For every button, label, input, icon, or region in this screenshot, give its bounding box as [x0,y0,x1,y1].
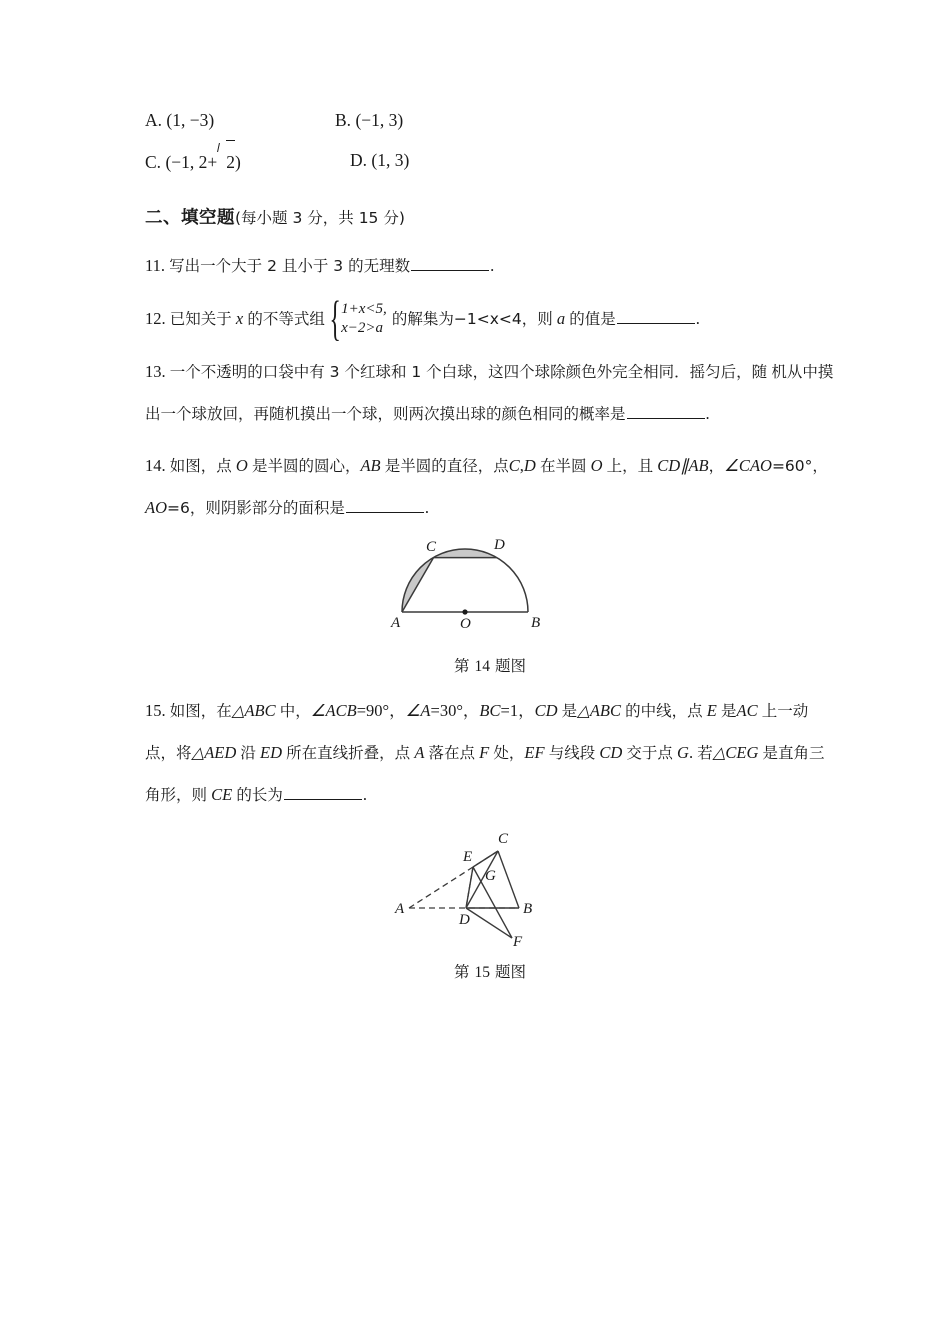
figure-15-label-b: B [523,901,533,917]
center-point-o [462,609,467,614]
question-12-period: . [695,309,700,328]
choice-a-label: A. [145,110,163,130]
choice-option-d[interactable] [350,140,409,180]
question-15-number: 15. [145,701,166,720]
question-15-l2p6: 与线段 [548,744,596,762]
figure-14-label-c: C [426,539,437,555]
question-15-l2p7: 交于点 [626,744,673,762]
figure-14-caption-pre: 第 [454,657,470,675]
page-content [145,100,835,982]
question-14-l1p7: ， [708,457,725,475]
figure-14-caption [145,654,835,676]
figure-14-caption-post: 题图 [494,657,526,675]
chord-ac [402,558,434,612]
question-12-number: 12. [145,309,166,328]
section-number: 二、 [145,208,181,228]
question-11 [145,249,835,283]
left-brace-icon: { [329,292,341,347]
question-12-variable-2: a [556,309,566,328]
question-14-period: . [424,498,429,517]
choice-c-suffix: ) [235,152,241,172]
question-15-l3p1: 若 [697,744,713,762]
figure-15 [145,826,835,982]
question-15-point-e: E [706,701,717,720]
question-15-segment-bc: BC [479,701,501,720]
figure-14 [145,537,835,676]
choice-d-label: D. [350,150,368,170]
figure-15-caption-post: 题图 [494,963,526,981]
question-15-l2p1: 上一动点，将 [145,702,809,762]
figure-15-label-a: A [395,901,405,917]
question-14-circle-o: O [590,456,603,475]
question-14-cd-parallel-ab: CD∥AB [657,456,709,475]
question-14-l2p1: =60°， [771,457,828,475]
question-14-point-d: D [523,456,536,475]
question-15-triangle-aed: △AED [191,743,237,762]
question-15-l2p8: . [688,743,694,762]
question-15-l3p2: 是直角三角形，则 [145,744,825,804]
question-11-period: . [490,256,495,275]
question-14-segment-ab: AB [360,456,381,475]
question-12-variable: x [235,309,244,328]
question-12-inequality-1: 1+x<5, [341,301,387,318]
question-12 [145,292,835,347]
choice-row-ab [145,100,835,140]
question-15-l1p2: 中， [279,702,311,720]
figure-15-label-g: G [485,868,496,884]
question-15-l1p3: =90°， [356,701,406,720]
section-scoring: (每小题 3 分，共 15 分) [235,209,405,227]
question-11-answer-blank[interactable] [411,256,489,271]
question-14-angle-cao: ∠CAO [724,456,772,475]
question-15-segment-ed: ED [260,743,283,762]
choice-row-cd [145,140,835,180]
question-15-point-g: G [677,743,689,762]
question-15-l2p2: 沿 [240,744,256,762]
choice-a-value: (1, −3) [166,110,215,130]
question-14-segment-ao: AO [145,498,167,517]
question-15-median-cd: CD [534,701,558,720]
question-15-angle-acb: ∠ACB [310,701,357,720]
folded-triangle-diagram [395,826,585,950]
question-12-mid2: 的值是 [569,310,616,328]
question-15-segment-cd: CD [599,743,623,762]
question-15-segment-ce: CE [211,785,233,804]
figure-14-label-b: B [531,615,541,631]
question-14-l2p2: =6，则阴影部分的面积是 [167,499,345,517]
question-15-point-a: A [414,743,425,762]
question-14-point-o: O [235,456,248,475]
question-12-lead2: 的不等式组 [247,310,325,328]
question-15-triangle-abc-2: △ABC [577,701,621,720]
figure-15-label-c: C [498,831,509,847]
choice-d-value: (1, 3) [371,150,410,170]
inequality-system [326,292,387,347]
figure-15-label-f: F [513,934,523,950]
question-15-segment-ef: EF [524,743,545,762]
question-15-l3p3: 的长为 [236,786,283,804]
figure-14-label-d: D [494,537,505,553]
square-root-icon [217,140,235,182]
question-15-l1p1: 如图，在 [169,702,232,720]
question-11-number: 11. [145,256,166,275]
question-14-l1p3: 是半圆的直径，点 [384,457,509,475]
question-14-l1p1: 如图，点 [169,457,232,475]
question-14-l1p2: 是半圆的圆心， [251,457,361,475]
semicircle-diagram [390,537,590,632]
question-12-answer-blank[interactable] [617,309,695,324]
segment-cb [498,851,519,908]
question-13-line-2: 机从中摸出一个球放回，再随机摸出一个球，则两次摸出球的颜色相同的概率是 [145,363,834,423]
question-13 [145,351,835,435]
figure-14-caption-number: 14 [474,658,490,675]
question-15-l2p3: 所在直线折叠，点 [286,744,411,762]
question-13-number: 13. [145,362,166,381]
section-heading [145,202,835,233]
question-15-l2p5: 处， [493,744,525,762]
choice-b-label: B. [335,110,352,130]
question-15-l1p4: =30°， [430,701,480,720]
figure-15-caption [145,960,835,982]
figure-14-label-o: O [460,616,471,632]
question-14 [145,445,835,529]
choice-b-value: (−1, 3) [355,110,404,130]
question-11-text: 写出一个大于 2 且小于 3 的无理数 [169,257,411,275]
question-15-point-f: F [479,743,490,762]
choice-option-c[interactable] [145,140,241,182]
figure-15-caption-number: 15 [474,964,490,981]
figure-15-label-d: D [459,912,470,928]
question-15 [145,690,835,816]
question-14-l1p4: , [519,456,524,475]
question-15-l1p5: =1， [500,701,535,720]
choice-c-radicand: 2 [226,140,235,182]
question-15-segment-ac: AC [736,701,758,720]
choice-c-prefix: (−1, 2+ [165,152,218,172]
question-15-angle-a: ∠A [405,701,431,720]
question-15-l1p7: 的中线，点 [625,702,703,720]
choice-option-b[interactable] [335,100,403,140]
question-13-answer-blank[interactable] [627,404,705,419]
figure-15-label-e: E [463,849,473,865]
question-14-l1p6: 上，且 [606,457,654,475]
question-15-l2p4: 落在点 [428,744,476,762]
choice-option-a[interactable] [145,100,214,140]
figure-15-caption-pre: 第 [454,963,470,981]
question-15-period: . [362,785,367,804]
question-15-l1p6: 是 [561,702,578,720]
question-12-inequality-2: x−2>a [341,320,384,337]
section-title: 填空题 [181,208,235,228]
question-15-l1p8: 是 [720,702,737,720]
question-13-period: . [705,404,710,423]
question-14-l1p5: 在半圆 [539,457,587,475]
question-14-point-c: C [508,456,520,475]
question-15-answer-blank[interactable] [284,785,362,800]
question-15-triangle-ceg: △CEG [712,743,759,762]
figure-14-label-a: A [391,615,401,631]
question-12-mid: 的解集为−1<x<4，则 [391,310,553,328]
question-13-line-1: 一个不透明的口袋中有 3 个红球和 1 个白球，这四个球除颜色外完全相同．摇匀后，随 [169,363,768,381]
question-12-lead: 已知关于 [169,310,232,328]
choice-c-label: C. [145,152,162,172]
question-14-answer-blank[interactable] [346,498,424,513]
question-14-number: 14. [145,456,166,475]
question-15-triangle-abc: △ABC [231,701,276,720]
segment-df [466,908,512,938]
